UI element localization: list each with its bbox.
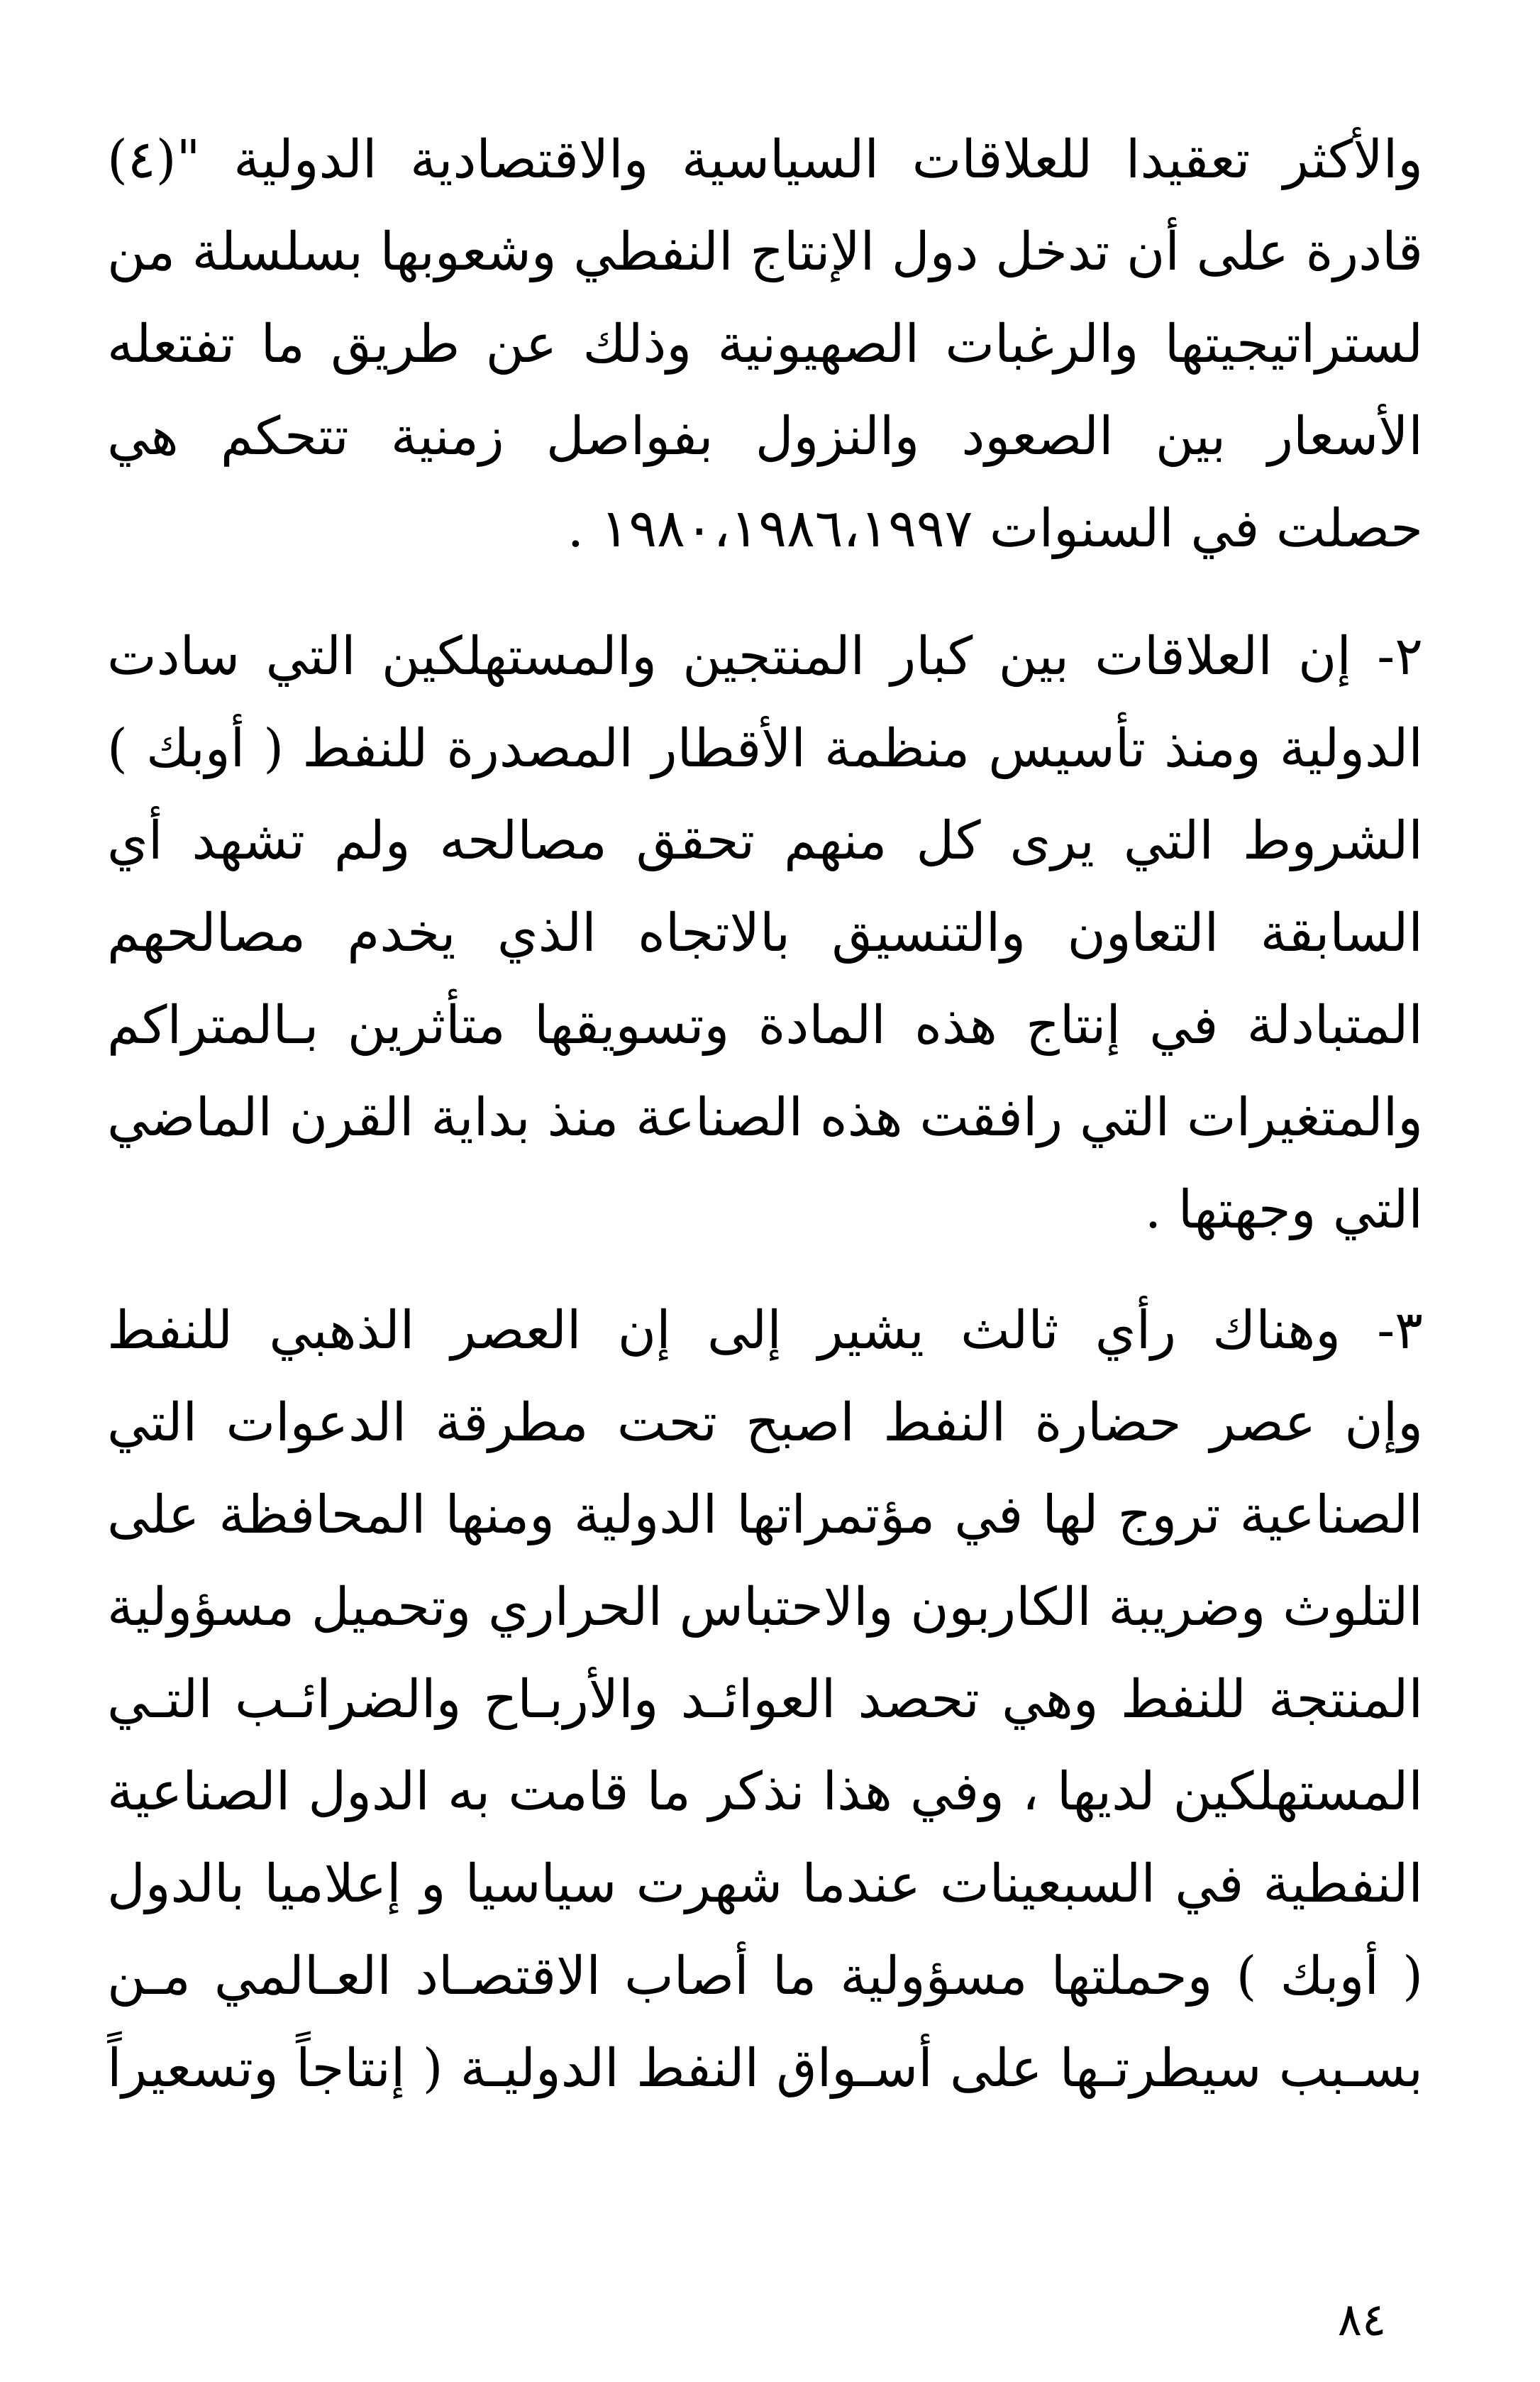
paragraph-1: [107, 114, 1423, 575]
text-line: النفطية في السبعينات عندما شهرت سياسيا و إعلاميا بالدول: [107, 1853, 1423, 1914]
text-line: ٣- وهناك رأي ثالث يشير إلى إن العصر الذهبي للنفط: [107, 1300, 1423, 1361]
text-line: الصناعية تروج لها في مؤتمراتها الدولية ومنها المحافظة على: [107, 1484, 1423, 1545]
text-line: والمتغيرات التي رافقت هذه الصناعة منذ بداية القرن الماضي: [107, 1087, 1423, 1148]
text-line: الشروط التي يرى كل منهم تحقق مصالحه ولم تشهد أي: [107, 810, 1423, 871]
text-line: ٢- إن العلاقات بين كبار المنتجين والمستهلكين التي سادت: [107, 626, 1423, 687]
text-line: الدولية ومنذ تأسيس منظمة الأقطار المصدرة للنفط ( أوبك ): [107, 718, 1423, 779]
text-line: وإن عصر حضارة النفط اصبح تحت مطرقة الدعوات التي: [107, 1392, 1423, 1453]
text-line: التي وجهتها .: [1144, 1179, 1423, 1240]
text-line: بسـبب سيطرتـها على أسـواق النفط الدوليـة ( إنتاجاً وتسعيراً: [107, 2038, 1423, 2099]
text-line: حصلت في السنوات ١٩٨٠،١٩٨٦،١٩٩٧ .: [567, 498, 1423, 559]
paragraph-2: [107, 610, 1423, 1256]
text-line: السابقة التعاون والتنسيق بالاتجاه الذي يخدم مصالحهم: [107, 903, 1423, 964]
text-line: قادرة على أن تدخل دول الإنتاج النفطي وشعوبها بسلسلة من: [107, 221, 1423, 282]
text-line: التلوث وضريبة الكاربون والاحتباس الحراري وتحميل مسؤولية: [107, 1577, 1423, 1638]
paragraph-3: [107, 1284, 1423, 2114]
text-line: لستراتيجيتها والرغبات الصهيونية وذلك عن طريق ما تفتعله: [107, 314, 1423, 375]
text-line: الأسعار بين الصعود والنزول بفواصل زمنية تتحكم هي: [107, 406, 1423, 467]
text-line: المنتجة للنفط وهي تحصد العوائـد والأربـاح والضرائـب التـي: [107, 1669, 1423, 1730]
text-line: ( أوبك ) وحملتها مسؤولية ما أصاب الاقتصـاد العـالمي مـن: [107, 1946, 1423, 2007]
text-line: المستهلكين لديها ، وفي هذا نذكر ما قامت به الدول الصناعية: [107, 1761, 1423, 1822]
page-number: ٨٤: [1337, 2294, 1387, 2347]
text-line: والأكثر تعقيدا للعلاقات السياسية والاقتصادية الدولية "(٤): [107, 129, 1423, 190]
text-line: المتبادلة في إنتاج هذه المادة وتسويقها متأثرين بـالمتراكم: [107, 995, 1423, 1056]
